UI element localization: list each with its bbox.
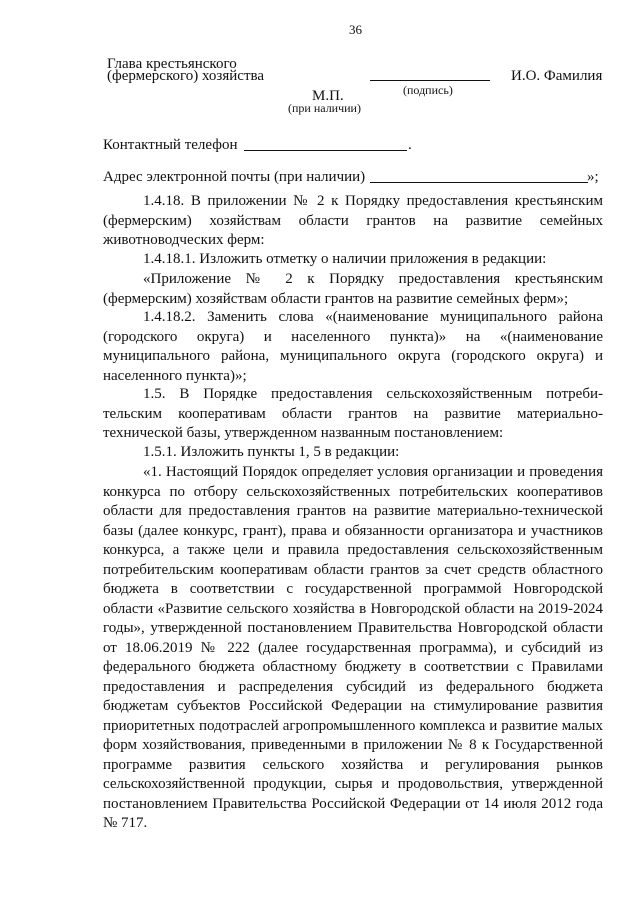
paragraph-appendix-2-quote: «Приложение № 2 к Порядку предоставления крестьянским (фермерским) хозяйствам области грантов на развитие семейных ферм»; [103,271,603,307]
phone-label: Контактный телефон [103,137,238,153]
paragraph-1-5: 1.5. В Порядке предоставления сельскохозяйственным потреби-тельским кооперативам области грантов на развитие материально-технической базы, утвержденном названным постановлением: [103,386,603,441]
paragraph-item-1-quote: «1. Настоящий Порядок определяет условия организации и проведения конкурса по отбору сельскохозяйственных потребительских кооперативов области для предоставления грантов на развитие материально-технической базы (далее конкурс, грант), права и обязанности организатора и участников конкурса, а также цели и правила предоставления сельскохозяйственным потребительским кооперативам области грантов за счет средств областного бюджета в соответствии с государственной программой Новгородской области «Развитие сельского хозяйства в Новгородской области на 2019-2024 годы», утвержденной постановлением Правительства Новгородской области от 18.06.2019 № 222 (далее государственная программа), и субсидий из федерального бюджета областному бюджету в соответствии с Правилами предоставления и распределения субсидий из федерального бюджета бюджетам субъектов Российской Федерации на стимулирование развития приоритетных подотраслей агропромышленного комплекса и развитие малых форм хозяйствования, приведенными в приложении № 8 к Государственной программе развития сельского хозяйства и регулирования рынков сельскохозяйственной продукции, сырья и продовольствия, утвержденной постановлением Правительства Российской Федерации от 14 июля 2012 года № 717. [103,464,603,831]
paragraph-1-4-18-2: 1.4.18.2. Заменить слова «(наименование муниципального района (городского округа) и населенного пункта)» на «(наименование муниципального района, муниципального округа (городского округа) и населенного пункта)»; [103,309,603,384]
email-end: »; [587,169,599,185]
signature-line [370,80,490,81]
paragraph-1-4-18-1: 1.4.18.1. Изложить отметку о наличии приложения в редакции: [143,251,547,267]
paragraph-1-5-1: 1.5.1. Изложить пункты 1, 5 в редакции: [143,444,400,460]
page-number: 36 [349,22,362,37]
signature-caption: (подпись) [403,83,453,97]
head-title-line1: Глава крестьянского [107,56,237,72]
phone-end: . [408,137,412,153]
stamp-note: (при наличии) [288,101,361,115]
head-title-line2: (фермерского) хозяйства [107,68,265,84]
paragraph-1-4-18: 1.4.18. В приложении № 2 к Порядку предоставления крестьянским (фермерским) хозяйствам области грантов на развитие семейных животноводческих ферм: [103,193,603,248]
stamp-label: М.П. [312,88,344,104]
signatory-name: И.О. Фамилия [511,68,603,84]
email-label: Адрес электронной почты (при наличии) [103,169,366,185]
phone-fill-line [244,150,407,151]
email-fill-line [370,182,588,183]
